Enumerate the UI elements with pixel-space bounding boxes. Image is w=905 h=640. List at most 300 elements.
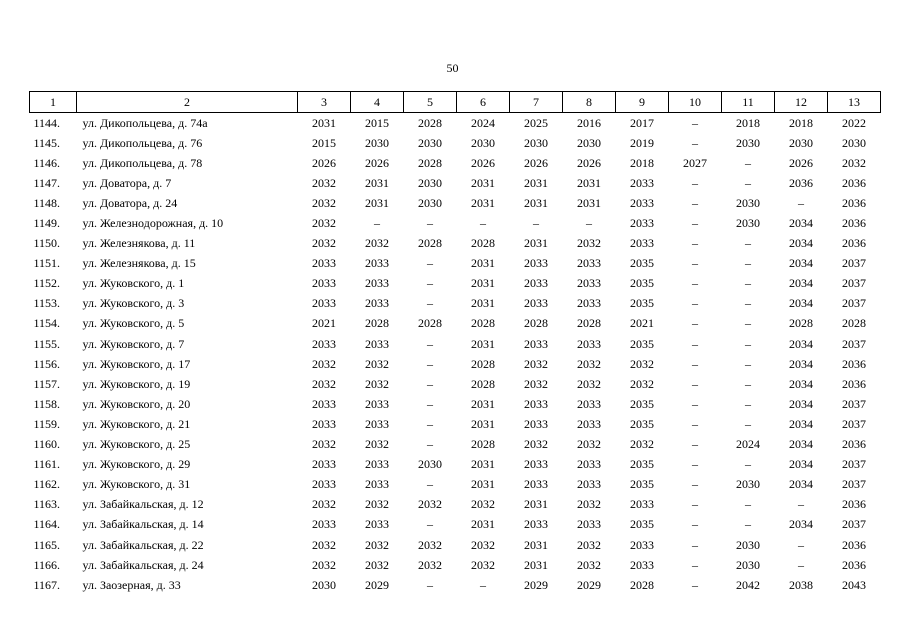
year-cell: 2036	[842, 437, 866, 452]
year-cell: 2029	[524, 577, 548, 592]
year-cell: 2028	[471, 356, 495, 371]
row-number: 1153.	[33, 296, 61, 311]
year-cell: 2032	[577, 537, 601, 552]
year-cell: 2031	[471, 517, 495, 532]
column-header-6: 6	[457, 92, 510, 113]
address-cell: ул. Жуковского, д. 3	[82, 296, 185, 311]
year-cell: –	[745, 316, 751, 331]
year-cell: 2032	[365, 356, 389, 371]
table-row	[30, 173, 881, 193]
year-cell: 2032	[524, 376, 548, 391]
year-cell: 2033	[312, 416, 336, 431]
year-cell: 2035	[630, 517, 654, 532]
row-number: 1149.	[33, 216, 61, 231]
year-cell: 2029	[365, 577, 389, 592]
year-cell: 2037	[842, 336, 866, 351]
year-cell: 2033	[524, 517, 548, 532]
year-cell: 2031	[471, 396, 495, 411]
year-cell: 2033	[312, 336, 336, 351]
year-cell: 2032	[842, 155, 866, 170]
table-row	[30, 374, 881, 394]
year-cell: 2042	[736, 577, 760, 592]
column-header-10: 10	[669, 92, 722, 113]
year-cell: –	[798, 195, 804, 210]
row-number: 1167.	[33, 577, 61, 592]
year-cell: 2026	[789, 155, 813, 170]
year-cell: –	[745, 175, 751, 190]
year-cell: 2022	[842, 115, 866, 130]
year-cell: –	[692, 336, 698, 351]
year-cell: 2030	[736, 557, 760, 572]
row-number: 1165.	[33, 537, 61, 552]
year-cell: 2030	[736, 477, 760, 492]
year-cell: –	[692, 497, 698, 512]
address-cell: ул. Жуковского, д. 19	[82, 376, 191, 391]
year-cell: –	[692, 577, 698, 592]
year-cell: –	[692, 396, 698, 411]
year-cell: 2036	[842, 195, 866, 210]
year-cell: –	[427, 416, 433, 431]
header-row	[30, 92, 881, 113]
year-cell: 2031	[577, 175, 601, 190]
table-row	[30, 254, 881, 274]
table-row	[30, 153, 881, 173]
column-header-4: 4	[351, 92, 404, 113]
year-cell: 2032	[312, 376, 336, 391]
year-cell: –	[745, 416, 751, 431]
column-header-2: 2	[77, 92, 298, 113]
year-cell: –	[745, 256, 751, 271]
year-cell: –	[427, 216, 433, 231]
address-cell: ул. Дикопольцева, д. 76	[82, 135, 203, 150]
address-cell: ул. Жуковского, д. 31	[82, 477, 191, 492]
year-cell: 2026	[524, 155, 548, 170]
row-number: 1158.	[33, 396, 61, 411]
year-cell: –	[586, 216, 592, 231]
year-cell: 2030	[736, 537, 760, 552]
year-cell: –	[745, 356, 751, 371]
year-cell: 2036	[842, 356, 866, 371]
address-cell: ул. Забайкальская, д. 12	[82, 497, 204, 512]
table-row	[30, 475, 881, 495]
year-cell: 2032	[418, 497, 442, 512]
table-row	[30, 555, 881, 575]
row-number: 1154.	[33, 316, 61, 331]
table-row	[30, 213, 881, 233]
year-cell: 2033	[365, 336, 389, 351]
address-cell: ул. Жуковского, д. 1	[82, 276, 185, 291]
table-row	[30, 314, 881, 334]
table-row	[30, 394, 881, 414]
year-cell: 2027	[683, 155, 707, 170]
year-cell: 2030	[418, 457, 442, 472]
year-cell: 2033	[365, 517, 389, 532]
year-cell: 2033	[630, 195, 654, 210]
schedule-table	[29, 91, 881, 595]
table-row	[30, 334, 881, 354]
year-cell: 2033	[630, 537, 654, 552]
year-cell: –	[692, 115, 698, 130]
year-cell: 2036	[842, 175, 866, 190]
year-cell: 2036	[842, 236, 866, 251]
year-cell: –	[692, 477, 698, 492]
row-number: 1161.	[33, 457, 61, 472]
year-cell: 2021	[630, 316, 654, 331]
year-cell: –	[692, 537, 698, 552]
year-cell: 2033	[630, 557, 654, 572]
year-cell: –	[427, 336, 433, 351]
year-cell: 2033	[365, 396, 389, 411]
year-cell: 2026	[365, 155, 389, 170]
year-cell: 2036	[842, 376, 866, 391]
year-cell: 2033	[312, 477, 336, 492]
year-cell: 2032	[312, 216, 336, 231]
year-cell: 2037	[842, 276, 866, 291]
year-cell: 2030	[365, 135, 389, 150]
year-cell: –	[692, 376, 698, 391]
page-number: 50	[446, 61, 459, 75]
year-cell: 2031	[524, 537, 548, 552]
year-cell: 2036	[842, 497, 866, 512]
year-cell: 2018	[736, 115, 760, 130]
year-cell: 2032	[577, 557, 601, 572]
row-number: 1145.	[33, 135, 61, 150]
year-cell: 2034	[789, 216, 813, 231]
year-cell: 2032	[471, 497, 495, 512]
year-cell: 2018	[630, 155, 654, 170]
year-cell: 2031	[471, 296, 495, 311]
year-cell: –	[692, 517, 698, 532]
year-cell: –	[798, 497, 804, 512]
year-cell: 2032	[312, 356, 336, 371]
year-cell: 2032	[471, 557, 495, 572]
table-row	[30, 575, 881, 595]
year-cell: 2033	[365, 477, 389, 492]
year-cell: 2032	[312, 175, 336, 190]
row-number: 1166.	[33, 557, 61, 572]
year-cell: 2030	[418, 135, 442, 150]
table-row	[30, 535, 881, 555]
year-cell: 2033	[577, 256, 601, 271]
address-cell: ул. Дикопольцева, д. 78	[82, 155, 203, 170]
address-cell: ул. Доватора, д. 7	[82, 175, 172, 190]
year-cell: –	[427, 477, 433, 492]
year-cell: 2034	[789, 517, 813, 532]
year-cell: 2030	[312, 577, 336, 592]
year-cell: –	[692, 236, 698, 251]
year-cell: 2033	[365, 457, 389, 472]
year-cell: 2031	[365, 175, 389, 190]
address-cell: ул. Забайкальская, д. 24	[82, 557, 204, 572]
year-cell: 2028	[418, 316, 442, 331]
year-cell: 2032	[365, 537, 389, 552]
row-number: 1157.	[33, 376, 61, 391]
year-cell: 2034	[789, 477, 813, 492]
row-number: 1159.	[33, 416, 61, 431]
address-cell: ул. Железнодорожная, д. 10	[82, 216, 224, 231]
year-cell: 2032	[630, 437, 654, 452]
year-cell: –	[692, 216, 698, 231]
year-cell: 2038	[789, 577, 813, 592]
year-cell: 2034	[789, 236, 813, 251]
year-cell: 2030	[418, 195, 442, 210]
year-cell: 2028	[471, 437, 495, 452]
year-cell: –	[427, 376, 433, 391]
year-cell: 2026	[312, 155, 336, 170]
year-cell: –	[533, 216, 539, 231]
table-row	[30, 234, 881, 254]
table-row	[30, 515, 881, 535]
address-cell: ул. Жуковского, д. 5	[82, 316, 185, 331]
row-number: 1163.	[33, 497, 61, 512]
address-cell: ул. Доватора, д. 24	[82, 195, 178, 210]
row-number: 1148.	[33, 195, 61, 210]
year-cell: 2031	[524, 195, 548, 210]
year-cell: 2028	[471, 236, 495, 251]
year-cell: –	[692, 356, 698, 371]
table-row	[30, 193, 881, 213]
year-cell: 2036	[842, 537, 866, 552]
year-cell: –	[745, 517, 751, 532]
year-cell: –	[745, 276, 751, 291]
year-cell: 2030	[842, 135, 866, 150]
year-cell: 2033	[577, 416, 601, 431]
year-cell: –	[427, 577, 433, 592]
column-header-3: 3	[298, 92, 351, 113]
year-cell: 2031	[312, 115, 336, 130]
year-cell: 2032	[312, 236, 336, 251]
address-cell: ул. Жуковского, д. 25	[82, 437, 191, 452]
year-cell: 2032	[577, 497, 601, 512]
year-cell: –	[745, 336, 751, 351]
year-cell: 2032	[365, 497, 389, 512]
year-cell: 2028	[577, 316, 601, 331]
year-cell: 2024	[736, 437, 760, 452]
year-cell: 2032	[630, 356, 654, 371]
year-cell: –	[692, 276, 698, 291]
year-cell: –	[427, 296, 433, 311]
year-cell: 2035	[630, 276, 654, 291]
year-cell: 2035	[630, 336, 654, 351]
address-cell: ул. Заозерная, д. 33	[82, 577, 181, 592]
year-cell: 2034	[789, 376, 813, 391]
year-cell: –	[692, 316, 698, 331]
year-cell: 2031	[471, 175, 495, 190]
year-cell: 2032	[577, 437, 601, 452]
year-cell: 2033	[577, 477, 601, 492]
year-cell: 2033	[524, 296, 548, 311]
year-cell: 2030	[736, 216, 760, 231]
year-cell: 2036	[789, 175, 813, 190]
year-cell: 2035	[630, 457, 654, 472]
year-cell: 2037	[842, 396, 866, 411]
year-cell: 2029	[577, 577, 601, 592]
year-cell: –	[798, 557, 804, 572]
year-cell: 2026	[577, 155, 601, 170]
year-cell: 2033	[365, 416, 389, 431]
year-cell: –	[692, 437, 698, 452]
year-cell: 2037	[842, 517, 866, 532]
address-cell: ул. Жуковского, д. 17	[82, 356, 191, 371]
year-cell: 2032	[577, 356, 601, 371]
year-cell: 2024	[471, 115, 495, 130]
year-cell: 2031	[471, 256, 495, 271]
year-cell: –	[745, 155, 751, 170]
year-cell: 2037	[842, 296, 866, 311]
column-header-1: 1	[30, 92, 77, 113]
year-cell: 2034	[789, 336, 813, 351]
year-cell: 2026	[471, 155, 495, 170]
year-cell: 2031	[471, 477, 495, 492]
row-number: 1155.	[33, 336, 61, 351]
row-number: 1152.	[33, 276, 61, 291]
year-cell: 2028	[418, 155, 442, 170]
year-cell: –	[692, 195, 698, 210]
year-cell: 2031	[524, 497, 548, 512]
address-cell: ул. Забайкальская, д. 22	[82, 537, 204, 552]
table-row	[30, 495, 881, 515]
address-cell: ул. Железнякова, д. 15	[82, 256, 196, 271]
year-cell: –	[427, 517, 433, 532]
year-cell: 2033	[312, 457, 336, 472]
year-cell: 2031	[471, 336, 495, 351]
year-cell: 2032	[418, 557, 442, 572]
address-cell: ул. Жуковского, д. 29	[82, 457, 191, 472]
year-cell: 2031	[471, 416, 495, 431]
year-cell: 2034	[789, 276, 813, 291]
year-cell: 2033	[577, 396, 601, 411]
year-cell: 2032	[524, 356, 548, 371]
year-cell: 2032	[312, 195, 336, 210]
year-cell: 2034	[789, 416, 813, 431]
year-cell: 2037	[842, 457, 866, 472]
year-cell: 2035	[630, 296, 654, 311]
row-number: 1160.	[33, 437, 61, 452]
year-cell: 2028	[842, 316, 866, 331]
year-cell: 2033	[312, 256, 336, 271]
year-cell: 2033	[312, 517, 336, 532]
year-cell: 2037	[842, 256, 866, 271]
year-cell: –	[427, 356, 433, 371]
year-cell: 2017	[630, 115, 654, 130]
year-cell: 2033	[630, 497, 654, 512]
year-cell: 2034	[789, 396, 813, 411]
row-number: 1164.	[33, 517, 61, 532]
year-cell: –	[745, 457, 751, 472]
table-row	[30, 455, 881, 475]
year-cell: 2031	[471, 276, 495, 291]
year-cell: 2032	[365, 236, 389, 251]
year-cell: 2033	[577, 276, 601, 291]
year-cell: 2035	[630, 477, 654, 492]
table-row	[30, 133, 881, 153]
year-cell: 2019	[630, 135, 654, 150]
year-cell: 2035	[630, 256, 654, 271]
address-cell: ул. Забайкальская, д. 14	[82, 517, 204, 532]
column-header-5: 5	[404, 92, 457, 113]
year-cell: 2033	[630, 216, 654, 231]
year-cell: –	[692, 135, 698, 150]
table-row	[30, 435, 881, 455]
year-cell: –	[427, 437, 433, 452]
year-cell: –	[480, 577, 486, 592]
year-cell: 2034	[789, 296, 813, 311]
year-cell: 2031	[471, 195, 495, 210]
year-cell: 2033	[577, 296, 601, 311]
year-cell: 2032	[524, 437, 548, 452]
year-cell: 2034	[789, 256, 813, 271]
year-cell: 2032	[577, 236, 601, 251]
year-cell: 2033	[365, 276, 389, 291]
year-cell: 2028	[418, 115, 442, 130]
year-cell: 2031	[471, 457, 495, 472]
year-cell: 2036	[842, 557, 866, 572]
table-row	[30, 274, 881, 294]
column-header-12: 12	[775, 92, 828, 113]
year-cell: 2016	[577, 115, 601, 130]
year-cell: 2028	[524, 316, 548, 331]
year-cell: 2032	[630, 376, 654, 391]
year-cell: 2030	[471, 135, 495, 150]
year-cell: –	[745, 236, 751, 251]
year-cell: –	[692, 457, 698, 472]
year-cell: 2032	[312, 557, 336, 572]
year-cell: –	[427, 256, 433, 271]
year-cell: 2032	[312, 537, 336, 552]
year-cell: 2032	[418, 537, 442, 552]
address-cell: ул. Железнякова, д. 11	[82, 236, 196, 251]
year-cell: 2033	[524, 396, 548, 411]
row-number: 1162.	[33, 477, 61, 492]
year-cell: 2025	[524, 115, 548, 130]
year-cell: 2030	[524, 135, 548, 150]
table-header	[30, 92, 881, 113]
year-cell: 2037	[842, 477, 866, 492]
year-cell: 2033	[312, 396, 336, 411]
year-cell: –	[692, 175, 698, 190]
year-cell: 2033	[524, 477, 548, 492]
address-cell: ул. Жуковского, д. 21	[82, 416, 191, 431]
year-cell: 2033	[312, 276, 336, 291]
table-row	[30, 414, 881, 434]
year-cell: 2032	[365, 437, 389, 452]
year-cell: 2015	[365, 115, 389, 130]
table-body	[30, 113, 881, 596]
address-cell: ул. Жуковского, д. 7	[82, 336, 185, 351]
year-cell: 2034	[789, 356, 813, 371]
year-cell: 2015	[312, 135, 336, 150]
year-cell: 2034	[789, 457, 813, 472]
year-cell: 2043	[842, 577, 866, 592]
year-cell: 2021	[312, 316, 336, 331]
year-cell: 2035	[630, 396, 654, 411]
year-cell: 2033	[365, 296, 389, 311]
year-cell: 2031	[524, 175, 548, 190]
column-header-9: 9	[616, 92, 669, 113]
year-cell: 2028	[471, 316, 495, 331]
year-cell: 2028	[789, 316, 813, 331]
year-cell: 2033	[524, 457, 548, 472]
year-cell: 2033	[524, 256, 548, 271]
table-row	[30, 354, 881, 374]
year-cell: 2034	[789, 437, 813, 452]
year-cell: –	[745, 296, 751, 311]
year-cell: –	[692, 296, 698, 311]
year-cell: 2036	[842, 216, 866, 231]
year-cell: –	[374, 216, 380, 231]
year-cell: 2028	[630, 577, 654, 592]
year-cell: –	[745, 497, 751, 512]
